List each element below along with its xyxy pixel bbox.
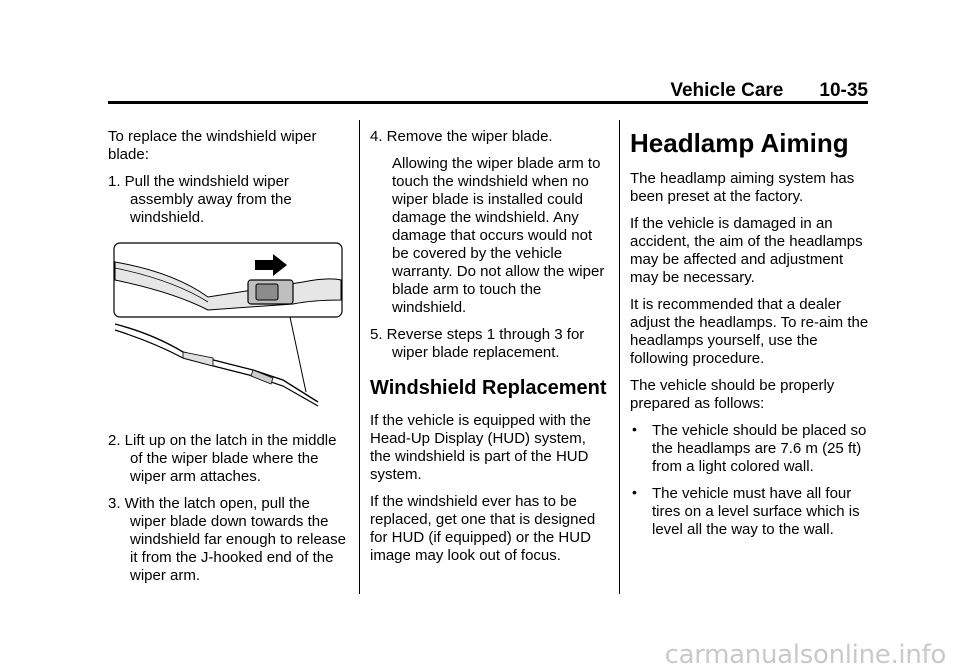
column-divider-2 xyxy=(619,120,620,594)
step-2: 2. Lift up on the latch in the middle of the wiper blade where the wiper arm attaches. xyxy=(108,432,337,485)
column-divider-1 xyxy=(359,120,360,594)
step-4: 4. Remove the wiper blade. xyxy=(370,128,553,145)
heading-headlamp-aiming: Headlamp Aiming xyxy=(630,128,849,158)
bullet-item-2: • The vehicle must have all four tires on a level surface which is level all the way to the wall. xyxy=(632,484,860,538)
wiper-blade-illustration xyxy=(113,242,343,412)
windshield-paragraph-1: If the vehicle is equipped with the Head-Up Display (HUD) system, the windshield is part of the HUD system. xyxy=(370,412,591,483)
page-header xyxy=(108,80,868,102)
step-5: 5. Reverse steps 1 through 3 for wiper blade replacement. xyxy=(370,326,585,361)
headlamp-paragraph-2: If the vehicle is damaged in an accident, the aim of the headlamps may be affected and adjustment may be necessary. xyxy=(630,215,863,286)
headlamp-paragraph-4: The vehicle should be properly prepared as follows: xyxy=(630,377,835,412)
heading-windshield-replacement: Windshield Replacement xyxy=(370,377,607,399)
windshield-paragraph-2: If the windshield ever has to be replaced, get one that is designed for HUD (if equipped) or the HUD image may look out of focus. xyxy=(370,493,596,564)
bullet-icon: • xyxy=(632,421,637,437)
watermark: carmanualsonline.info xyxy=(664,640,946,670)
right-column xyxy=(630,128,870,548)
page-number: 10-35 xyxy=(819,80,868,101)
header-rule xyxy=(108,101,868,104)
headlamp-paragraph-1: The headlamp aiming system has been preset at the factory. xyxy=(630,170,855,205)
step-1: 1. Pull the windshield wiper assembly away from the windshield. xyxy=(108,173,292,226)
middle-column xyxy=(370,128,610,574)
step-4-note: Allowing the wiper blade arm to touch the windshield when no wiper blade is installed could damage the windshield. Any damage that occurs would not be covered by the vehicle warranty. Do not allow the wiper blade arm to touch the windshield. xyxy=(392,155,605,316)
step-3: 3. With the latch open, pull the wiper blade down towards the windshield far enough to release it from the J-hooked end of the wiper arm. xyxy=(108,495,346,584)
intro-text: To replace the windshield wiper blade: xyxy=(108,128,317,163)
section-title: Vehicle Care xyxy=(670,80,784,101)
bullet-icon: • xyxy=(632,484,637,500)
bullet-item-1: • The vehicle should be placed so the headlamps are 7.6 m (25 ft) from a light colored wall. xyxy=(632,421,867,475)
headlamp-paragraph-3: It is recommended that a dealer adjust the headlamps. To re-aim the headlamps yourself, use the following procedure. xyxy=(630,296,869,367)
